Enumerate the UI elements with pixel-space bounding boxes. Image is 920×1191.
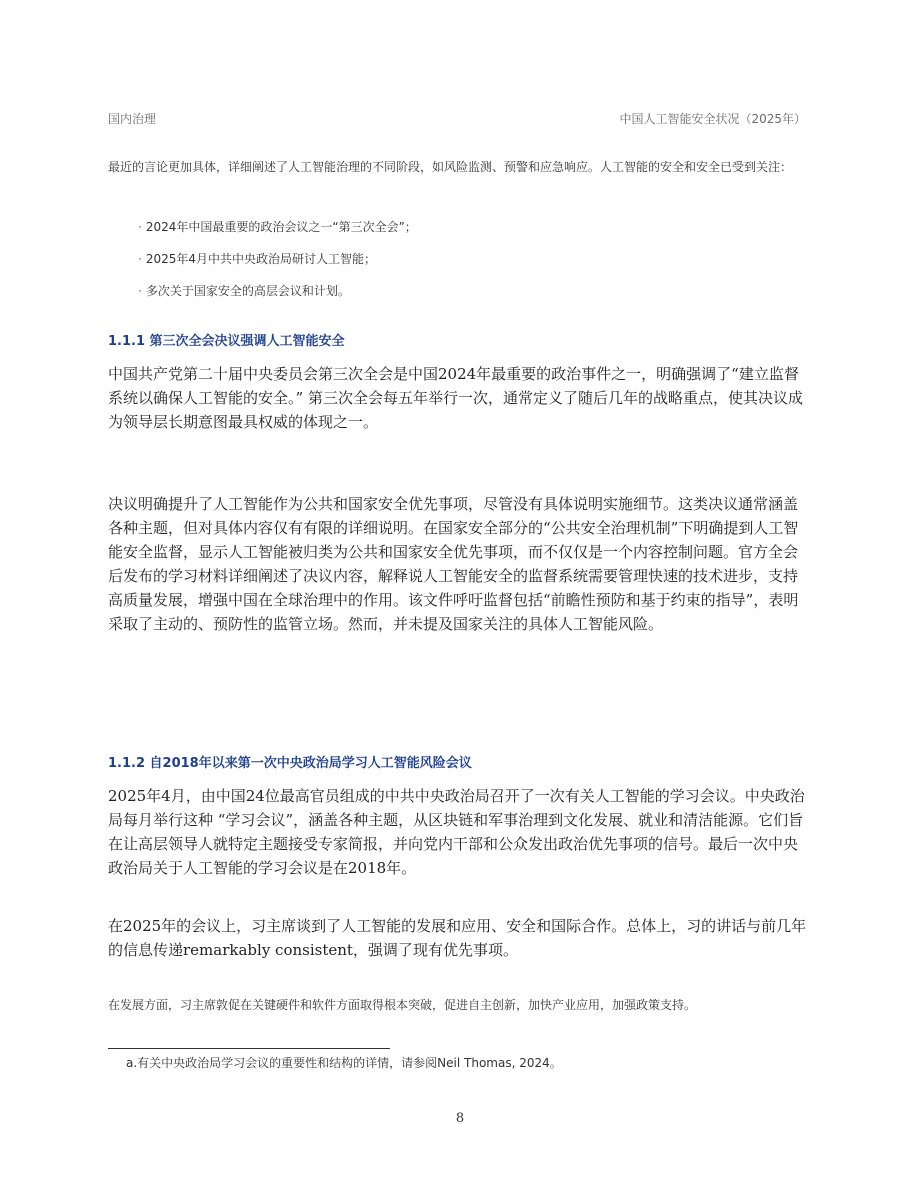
footnote: a.有关中央政治局学习会议的重要性和结构的详情，请参阅Neil Thomas, 2024。 xyxy=(126,1056,562,1070)
bullet-text: 2024年中国最重要的政治会议之一“第三次全会”； xyxy=(145,220,417,234)
section-heading-1-1-2: 1.1.2 自2018年以来第一次中央政治局学习人工智能风险会议 xyxy=(108,756,472,771)
section2-paragraph-1: 2025年4月，由中国24位最高官员组成的中共中央政治局召开了一次有关人工智能的学习会议。中央政治局每月举行这种 “学习会议”，涵盖各种主题，从区块链和军事治理到文化发展、就业和清洁能源。它们旨在让高层领导人就特定主题接受专家简报，并向党内干部和公众发出政治优先事项的信号。最后一次中央政治局关于人工智能的学习会议是在2018年。 xyxy=(108,787,805,877)
section1-paragraph-2: 决议明确提升了人工智能作为公共和国家安全优先事项，尽管没有具体说明实施细节。这类决议通常涵盖各种主题，但对具体内容仅有有限的详细说明。在国家安全部分的“公共安全治理机制”下明确提到人工智能安全监督，显示人工智能被归类为公共和国家安全优先事项，而不仅仅是一个内容控制问题。官方全会后发布的学习材料详细阐述了决议内容，解释说人工智能安全的监督系统需要管理快速的技术进步，支持高质量发展，增强中国在全球治理中的作用。该文件呼吁监督包括“前瞻性预防和基于约束的指导”，表明采取了主动的、预防性的监管立场。然而，并未提及国家关注的具体人工智能风险。 xyxy=(108,495,799,633)
footnote-divider xyxy=(108,1048,390,1049)
section2-paragraph-3: 在发展方面，习主席敦促在关键硬件和软件方面取得根本突破，促进自主创新，加快产业应用，加强政策支持。 xyxy=(108,998,697,1012)
section1-paragraph-1: 中国共产党第二十届中央委员会第三次全会是中国2024年最重要的政治事件之一，明确强调了“建立监督系统以确保人工智能的安全。” 第三次全会每五年举行一次，通常定义了随后几年的战略重点，使其决议成为领导层长期意图最具权威的体现之一。 xyxy=(108,365,803,431)
bullet-text: 多次关于国家安全的高层会议和计划。 xyxy=(145,284,350,298)
bullet-item xyxy=(138,250,417,282)
page-number: 8 xyxy=(455,1111,465,1126)
bullet-item xyxy=(138,282,417,314)
intro-paragraph: 最近的言论更加具体，详细阐述了人工智能治理的不同阶段，如风险监测、预警和应急响应。人工智能的安全和安全已受到关注： xyxy=(108,160,793,174)
header-section-title: 国内治理 xyxy=(108,112,157,126)
bullet-item xyxy=(138,218,417,250)
bullet-icon: · xyxy=(138,220,142,234)
bullet-icon: · xyxy=(138,284,142,298)
section-heading-1-1-1: 1.1.1 第三次全会决议强调人工智能安全 xyxy=(108,334,345,349)
section2-paragraph-2: 在2025年的会议上，习主席谈到了人工智能的发展和应用、安全和国际合作。总体上，习的讲话与前几年的信息传递remarkably consistent，强调了现有优先事项。 xyxy=(108,917,807,959)
bullet-icon: · xyxy=(138,252,142,266)
bullet-list xyxy=(138,218,417,314)
bullet-text: 2025年4月中共中央政治局研讨人工智能； xyxy=(145,252,377,266)
header-report-title: 中国人工智能安全状况（2025年） xyxy=(619,112,806,126)
